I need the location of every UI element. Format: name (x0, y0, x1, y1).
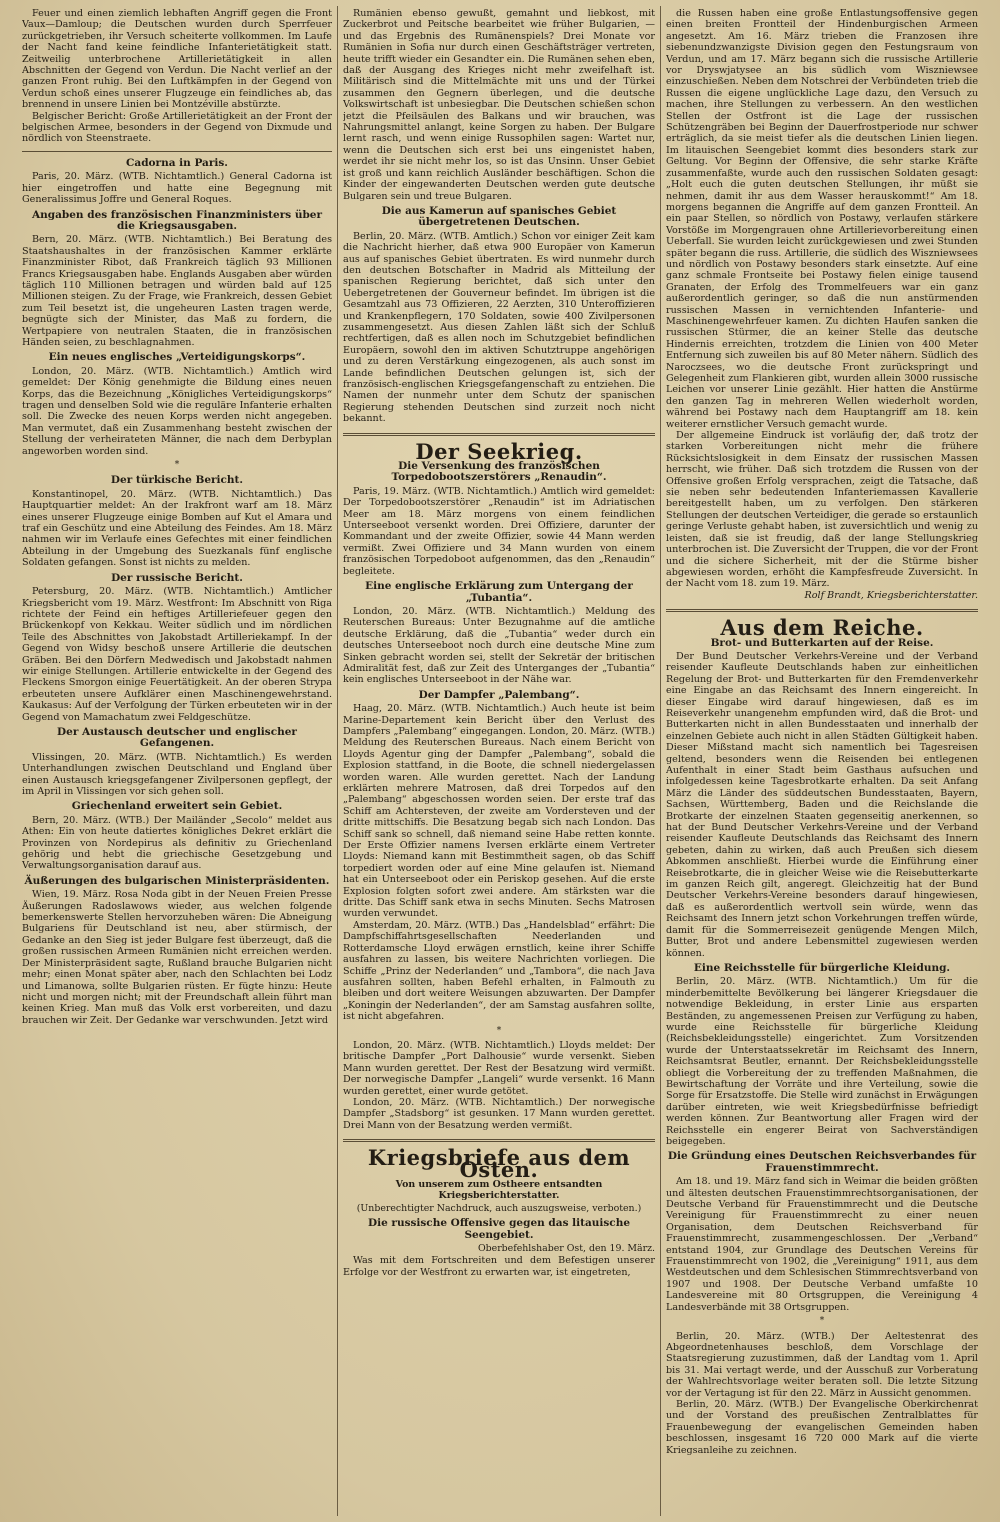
headline-reichsstelle: Eine Reichsstelle für bürgerliche Kleidung. (693, 961, 951, 974)
author-signature: Rolf Brandt, Kriegsberichterstatter. (804, 589, 978, 601)
article-paragraph: Wien, 19. März. Rosa Noda gibt in der Neuen Freien Presse Äußerungen Radoslawows wieder, aus welchen folgende bemerkenswerte Stellen hervorzuheben wären: Die Abneigung Bulgariens für Deutschland ist neu, aber stürmisch, der Gedanke an den Sieg ist jeder Bulgare fest überzeugt, daß die großen russischen Armeen Rumänien nicht erreichen werden. Der Ministerpräsident sagte, Rußland brauche Bulgarien nicht mehr; einen Monat später aber, nach den Schlachten bei Lodz und Limanowa, sollte Bulgarien rüsten. Er fügte hinzu: Heute nicht und morgen nicht; mit der Freundschaft allein führt man keinen Krieg. Man muß das Volk erst vorbereiten, und dazu brauchen wir Zeit. Der Gedanke war verschwunden. Jetzt wird (22, 889, 332, 1026)
article-paragraph: Haag, 20. März. (WTB. Nichtamtlich.) Auch heute ist beim Marine-Departement kein Bericht über den Verlust des Dampfers „Palembang“ eingegangen. London, 20. März. (WTB.) Meldung des Reuterschen Bureaus. Nach einem Bericht von Lloyds Agentur ging der Dampfer „Palembang“, sobald die Explosion stattfand, in die Boote, die schnell niedergelassen worden waren. Alle wurden gerettet. Nach der Landung erklärten mehrere Matrosen, daß drei Torpedos auf den „Palembang“ abgeschossen worden seien. Der erste traf das Schiff am Achtersteven, der zweite am Vordersteven und der dritte mittschiffs. Die Besatzung begab sich nach London. Das Schiff sank so schnell, daß niemand seine Habe retten konnte. Der Erste Offizier namens Iversen erklärte einem Vertreter Lloyds: Niemand kann mit Bestimmtheit sagen, ob das Schiff torpediert worden oder auf eine Mine gelaufen ist. Niemand hat ein Unterseeboot oder ein Periskop gesehen. Auf die erste Explosion folgten sofort zwei andere. Am stärksten war die dritte. Das Schiff sank etwa in sechs Minuten. Sechs Matrosen wurden verwundet. (343, 703, 655, 920)
article-paragraph: Berlin, 20. März. (WTB.) Der Aeltestenrat des Abgeordnetenhauses beschloß, dem Vorschlage der Staatsregierung zuzustimmen, daß der Landtag vom 1. April bis 31. Mai vertagt werde, und der Ausschuß zur Vorberatung der Wahlrechtsvorlage weiter beraten soll. Die letzte Sitzung vor der Vertagung ist für den 22. März in Aussicht genommen. (666, 1330, 978, 1399)
separator (22, 151, 332, 152)
byline: Von unserem zum Ostheere entsandten Kriegsberichterstatter. (395, 1179, 603, 1202)
headline-kamerun: Die aus Kamerun auf spanisches Gebiet übergetretenen Deutschen. (381, 204, 617, 229)
headline-tuerkisch: Der türkische Bericht. (110, 474, 244, 487)
headline-renaudin: Die Versenkung des französischen Torpedobootszerstörers „Renaudin“. (391, 460, 607, 484)
headline-palembang: Der Dampfer „Palembang“. (418, 688, 580, 701)
dateline: Oberbefehlshaber Ost, den 19. März. (477, 1243, 655, 1255)
article-paragraph: Feuer und einen ziemlich lebhaften Angriff gegen die Front Vaux—Damloup; die Deutschen wurden durch Sperrfeuer zurückgetrieben, ihr Versuch scheiterte vollkommen. Im Laufe der Nacht fand keine feindliche Infanterietätigkeit statt. Zeitweilig unterbrochene Artillerietätigkeit in allen Abschnitten der Gegend von Verdun. Die Nacht verlief an der ganzen Front ruhig. Bei den Luftkämpfen in der Gegend von Verdun schoß eines unserer Flugzeuge ein feindliches ab, das brennend in unsere Linien bei Montzéville abstürzte. (22, 8, 332, 111)
headline-austausch: Der Austausch deutscher und englischer Gefangenen. (57, 725, 297, 750)
article-paragraph: Vlissingen, 20. März. (WTB. Nichtamtlich.) Es werden Unterhandlungen zwischen Deutschland und England über einen Austausch kriegsgefangener Zivilpersonen gepflegt, der im April in Vlissingen vor sich gehen soll. (22, 751, 332, 797)
headline-bulgarien: Äußerungen des bulgarischen Ministerpräsidenten. (24, 874, 330, 887)
column-middle (343, 8, 655, 1516)
article-paragraph: Berlin, 20. März. (WTB. Nichtamtlich.) Um für die minderbemittelte Bevölkerung bei längerer Kriegsdauer die notwendige Bekleidung, in erster Linie aus ersparten Beständen, zu angemessenen Preisen zur Verfügung zu haben, wurde eine Reichsstelle für bürgerliche Kleidung (Reichsbekleidungsstelle) eingerichtet. Zum Vorsitzenden wurde der Unterstaatssekretär im Reichsamt des Innern, Reichsamtsrat Beutler, ernannt. Der Reichsbekleidungsstelle obliegt die Vorbereitung der zu treffenden Maßnahmen, die Bewirtschaftung der Vorräte und ihre Verteilung, sowie die Sorge für Ersatzstoffe. Die Stelle wird zunächst in Erwägungen darüber eintreten, wie weit Kriegsbedürfnisse befriedigt werden können. Zur Beantwortung aller Fragen wird der Reichsstelle ein engerer Beirat von Sachverständigen beigegeben. (666, 976, 978, 1147)
article-paragraph: Rumänien ebenso gewußt, gemahnt und liebkost, mit Zuckerbrot und Peitsche bearbeitet wie früher Bulgarien, — und das Ergebnis des Rumänenspiels? Drei Monate vor Rumänien in Sofia nur durch einen Geschäftsträger vertreten, heute trifft wieder ein Gesandter ein. Die Rumänen sehen eben, daß der Ausgang des Krieges nicht mehr zweifelhaft ist. Militärisch sind die Mittelmächte mit uns und der Türkei zusammen den Gegnern überlegen, und die deutsche Volkswirtschaft ist unbesiegbar. Die Deutschen schießen schon jetzt die Pfeilsäulen des Balkans und wir brauchen, was Nahrungsmittel anlangt, keine Sorgen zu haben. Der Bulgare lernt rasch, und wenn einige Russophilen sagen: Wartet nur, wenn die Deutschen sich erst bei uns eingenistet haben, werdet ihr sie nicht mehr los, so ist das Unsinn. Unser Gebiet ist groß und kann reichlich Ausländer beschäftigen. Schon die Kinder der eingewanderten Deutschen werden gute deutsche Bulgaren sein und treue Bulgaren. (343, 8, 655, 202)
headline-finanz: Angaben des französischen Finanzministers über die Kriegsausgaben. (31, 208, 323, 232)
article-paragraph: Der Bund Deutscher Verkehrs-Vereine und der Verband reisender Kaufleute Deutschlands haben zur einheitlichen Regelung der Brot- und Butterkarten für den Fremdenverkehr eine Eingabe an das Reichsamt des Innern eingereicht. In dieser Eingabe wird darauf hingewiesen, daß es im Reiseverkehr unangenehm empfunden wird, daß die Brot- und Butterkarten nicht in allen Bundesstaaten und innerhalb der einzelnen Gebiete auch nicht in allen Städten Gültigkeit haben. Dieser Mißstand macht sich namentlich bei Tagesreisen geltend, besonders wenn die Reisenden bei entlegenen Aufenthalt in einer Stadt beim Gasthaus aufsuchen und infolgedessen keine Tagesbrotkarte erhalten. Da seit Anfang März die Länder des süddeutschen Bundesstaaten, Bayern, Sachsen, Württemberg, Baden und die Reichslande die Brotkarte der einzelnen Staaten gegenseitig anerkennen, so hat der Bund Deutscher Verkehrs-Vereine und der Verband reisender Kaufleute Deutschlands das Reichsamt des Innern gebeten, dahin zu wirken, daß auch Preußen sich diesem Abkommen anschließt. Hierbei wurde die Einführung einer Reisebrotkarte, die in gleicher Weise wie die Reisebutterkarte im ganzen Reich gilt, angeregt. Gleichzeitig hat der Bund Deutscher Verkehrs-Vereine besonders darauf hingewiesen, daß es außerordentlich wertvoll sein würde, wenn das Reichsamt des Innern jetzt schon Vorkehrungen treffen würde, damit für die Sommerreisezeit genügende Mengen Milch, Butter, Brot und andere Lebensmittel zugewiesen werden können. (666, 650, 978, 959)
headline-korps: Ein neues englisches „Verteidigungskorps“. (48, 351, 306, 364)
headline-griechenland: Griechenland erweitert sein Gebiet. (71, 800, 283, 813)
article-paragraph: London, 20. März. (WTB. Nichtamtlich.) Meldung des Reuterschen Bureaus: Unter Bezugnahme auf die amtliche deutsche Erklärung, daß die „Tubantia“ weder durch ein deutsches Unterseeboot noch durch eine deutsche Mine zum Sinken gebracht worden sei, stellt der Sekretär der britischen Admiralität fest, daß zur Zeit des Unterganges der „Tubantia“ kein englisches Unterseeboot in der Nähe war. (343, 605, 655, 686)
article-paragraph: Paris, 20. März. (WTB. Nichtamtlich.) General Cadorna ist hier eingetroffen und hatte eine Begegnung mit Generalissimus Joffre und General Roques. (22, 171, 332, 206)
article-paragraph: Was mit dem Fortschreiten und dem Befestigen unserer Erfolge vor der Westfront zu erwarten war, ist eingetreten, (343, 1255, 655, 1278)
article-paragraph: London, 20. März. (WTB. Nichtamtlich.) Der norwegische Dampfer „Stadsborg“ ist gesunken. 17 Mann wurden gerettet. Drei Mann von der Besatzung werden vermißt. (343, 1096, 655, 1131)
headline-frauen: Die Gründung eines Deutschen Reichsverbandes für Frauenstimmrecht. (667, 1150, 977, 1174)
article-paragraph: London, 20. März. (WTB. Nichtamtlich.) Lloyds meldet: Der britische Dampfer „Port Dalhousie“ wurde versenkt. Sieben Mann wurden gerettet. Der Rest der Besatzung wird vermißt. Der norwegische Dampfer „Langeli“ wurde versenkt. 16 Mann wurden gerettet, einer wurde getötet. (343, 1039, 655, 1097)
headline-cadorna: Cadorna in Paris. (126, 156, 228, 169)
column-divider (660, 6, 661, 1516)
separator: * (174, 460, 180, 471)
separator (343, 1139, 655, 1142)
headline-brot: Brot- und Butterkarten auf der Reise. (710, 636, 934, 649)
column-left (22, 8, 332, 1516)
article-paragraph: Der allgemeine Eindruck ist vorläufig der, daß trotz der starken Vorbereitungen nicht mehr die frühere Rücksichtslosigkeit in dem Einsatz der russischen Massen herrscht, wie früher. Daß sich trotzdem die Russen von der Offensive großen Erfolg versprachen, zeigt die Tatsache, daß sie neben sehr bedeutenden Infanteriemassen Kavallerie bereitgestellt haben, um zu verfolgen. Den stärkeren Stellungen der deutschen Verteidiger, die gerade so erstaunlich geringe Verluste gehabt haben, ist zuversichtlich und wenig zu leisten, daß sie ist freudig, daß der lange Stellungskrieg unterbrochen ist. Die Zuversicht der Truppen, die vor der Front und die sichere Sicherheit, mit der die Stürme bisher abgewiesen worden, erhöht die Kampfesfreude Zuversicht. In der Nacht vom 18. zum 19. März. (666, 430, 978, 590)
headline-tubantia: Eine englische Erklärung zum Untergang der „Tubantia“. (365, 580, 633, 604)
headline-russisch: Der russische Bericht. (111, 571, 243, 584)
article-paragraph: Bern, 20. März. (WTB. Nichtamtlich.) Bei Beratung des Staatshaushaltes in der französischen Kammer erklärte Finanzminister Ribot, daß Frankreich täglich 93 Millionen Francs Kriegsausgaben habe. Englands Ausgaben aber würden täglich 110 Millionen betragen und würden bald auf 125 Millionen steigen. Zu der Frage, wie Frankreich, dessen Gebiet zum Teil besetzt ist, die ungeheuren Lasten tragen werde, begnügte sich der Minister, das Maß zu fordern, die Wertpapiere von neutralen Staaten, die in französischen Händen seien, zu beschlagnahmen. (22, 234, 332, 348)
section-title-kriegsbriefe: Kriegsbriefe aus dem Osten. (367, 1145, 631, 1182)
separator (343, 433, 655, 436)
section-title-reiche: Aus dem Reiche. (720, 615, 924, 641)
article-paragraph: Konstantinopel, 20. März. (WTB. Nichtamtlich.) Das Hauptquartier meldet: An der Irakfront warf am 18. März eines unserer Flugzeuge einige Bomben auf Kut el Amara und traf ein Geschütz und eine Abteilung des Feindes. Am 18. März nahmen wir im Verlaufe eines Gefechtes mit einer feindlichen Abteilung in der Umgebung des Suezkanals fünf englische Soldaten gefangen. Sonst ist nichts zu melden. (22, 488, 332, 569)
column-divider (337, 6, 338, 1516)
article-paragraph: London, 20. März. (WTB. Nichtamtlich.) Amtlich wird gemeldet: Der König genehmigte die Bildung eines neuen Korps, das die Bezeichnung „Königliches Verteidigungskorps“ tragen und denselben Sold wie die reguläre Infanterie erhalten soll. Die Zwecke des neuen Korps werden nicht angegeben. Man vermutet, daß ein Zusammenhang besteht zwischen der Stellung der verheirateten Männer, die nach dem Derbyplan angeworben worden sind. (22, 365, 332, 457)
article-paragraph: Belgischer Bericht: Große Artillerietätigkeit an der Front der belgischen Armee, besonders in der Gegend von Dixmude und nördlich von Steenstraete. (22, 110, 332, 145)
article-paragraph: die Russen haben eine große Entlastungsoffensive gegen einen breiten Frontteil der Hindenburgischen Armeen angesetzt. Am 16. März trieben die Franzosen ihre siebenundzwanzigste Division gegen den Festungsraum von Verdun, und am 17. März begann sich die russische Artillerie vor Dryswjatysee an bis südlich vom Wiszniewsee einzuschießen. Neben dem Notschrei der Verbündeten trieb die Russen die eigene unglückliche Lage dazu, den Versuch zu machen, ihre Stellungen zu verbessern. An den westlichen Stellen der Ostfront ist die Lage der russischen Schützengräben bei Beginn der Dauerfrostperiode nur schwer erträglich, da sie meist tiefer als die deutschen Linien liegen. Im litauischen Seengebiet kommt dies besonders stark zur Geltung. Vor Beginn der Offensive, die sehr starke Kräfte zusammenfaßte, wurde auch den russischen Soldaten gesagt: „Holt euch die guten deutschen Stellungen, ihr müßt sie nehmen, damit ihr aus dem Wasser herauskommt!“ Am 18. morgens begannen die Angriffe auf dem ganzen Frontteil. An ein paar Stellen, so nördlich von Postawy, verlaufen stärkere Vorstöße im Morgengrauen ohne Artillerievorbereitung einen Ueberfall. Sie wurden leicht zurückgewiesen und zwei Stunden später begann die russ. Artillerie, die südlich des Wiszniewsees und nördlich von Postawy besonders stark einsetzte. Auf eine ganz schmale Frontseite bei Postawy fielen einige tausend Granaten, der Erfolg des Trommelfeuers war ein ganz außerordentlich geringer, so daß die nun anstürmenden russischen Massen in vernichtenden Infanterie- und Maschinengewehrfeuer kamen. Zu dichten Haufen sanken die russischen Stürmer, die an keiner Stelle das deutsche Hindernis erreichten, trotzdem die Linien von 400 Meter Entfernung sich zuweilen bis auf 80 Meter nähern. Südlich des Naroczsees, wo die deutsche Front zurückspringt und Gelegenheit zum Flankieren gibt, wurden allein 3000 russische Leichen vor unserer Linie gezählt. Hier hatten die Anstürme den ganzen Tag in mehreren Wellen wiederholt worden, während bei Postawy nach dem Hauptangriff am 18. kein weiterer ernstlicher Versuch gemacht wurde. (666, 8, 978, 430)
separator: * (496, 1025, 502, 1036)
separator: * (819, 1316, 825, 1327)
article-paragraph: Paris, 19. März. (WTB. Nichtamtlich.) Amtlich wird gemeldet: Der Torpedobootszerstörer „Renaudin“ ist im Adriatischen Meer am 18. März morgens von einem feindlichen Unterseeboot versenkt worden. Drei Offiziere, darunter der Kommandant und der zweite Offizier, sowie 44 Mann werden vermißt. Zwei Offiziere und 34 Mann wurden von einem französischen Torpedoboot aufgenommen, das den „Renaudin“ begleitete. (343, 485, 655, 577)
section-title-seekrieg: Der Seekrieg. (415, 438, 583, 464)
separator (666, 609, 978, 612)
article-paragraph: Bern, 20. März. (WTB.) Der Mailänder „Secolo“ meldet aus Athen: Ein von heute datiertes königliches Dekret erklärt die Provinzen von Nordepirus als definitiv zu Griechenland gehörig und hebt die griechische Gesetzgebung und Verwaltungsorganisation darauf aus. (22, 814, 332, 872)
article-paragraph: Am 18. und 19. März fand sich in Weimar die beiden größten und ältesten deutschen Frauenstimmrechtsorganisationen, der Deutsche Verband für Frauenstimmrecht und die Deutsche Vereinigung für Frauenstimmrecht zu einer neuen Organisation, dem Deutschen Reichsverband für Frauenstimmrecht, zusammengeschlossen. Der „Verband“ entstand 1904, zur Grundlage des Deutschen Vereins für Frauenstimmrecht von 1902, die „Vereinigung“ 1911, aus dem Westdeutschen und dem Schlesischen Stimmrechtsverband von 1907 und 1908. Der Deutsche Verband umfaßte 10 Landesvereine mit 80 Ortsgruppen, die Vereinigung 4 Landesverbände mit 38 Ortsgruppen. (666, 1176, 978, 1313)
article-paragraph: Berlin, 20. März. (WTB. Amtlich.) Schon vor einiger Zeit kam die Nachricht hierher, daß etwa 900 Europäer von Kamerun aus auf spanisches Gebiet übertraten. Es wird nunmehr durch den deutschen Botschafter in Madrid als Mitteilung der spanischen Regierung berichtet, daß sich unter den Uebergetretenen der Gouverneur befindet. Im übrigen ist die Gesamtzahl aus 73 Offizieren, 22 Aerzten, 310 Unteroffizieren und Krankenpflegern, 170 Soldaten, sowie 400 Zivilpersonen zusammengesetzt. Aus diesen Zahlen läßt sich der Schluß rechtfertigen, daß es allen noch im Schutzgebiet befindlichen Europäern, sowohl den im aktiven Schutztruppe angehörigen und zu deren Verstärkung eingezogenen, als auch sonst im Lande befindlichen Deutschen gelungen ist, sich der französisch-englischen Kriegsgefangenschaft zu entziehen. Die Namen der nunmehr unter dem Schutz der spanischen Regierung stehenden Deutschen sind zurzeit noch nicht bekannt. (343, 230, 655, 425)
copyright-note: (Unberechtigter Nachdruck, auch auszugsweise, verboten.) (356, 1202, 642, 1214)
article-paragraph: Petersburg, 20. März. (WTB. Nichtamtlich.) Amtlicher Kriegsbericht vom 19. März. Westfront: Im Abschnitt von Riga richtete der Feind ein heftiges Artilleriefeuer gegen den Brückenkopf von Kekkau. Weiter südlich und im nördlichen Teile des Abschnittes von Jakobstadt Artilleriekampf. In der Gegend von Widsy beschoß unsere Artillerie die deutschen Gräben. Bei den Dörfern Medwedisch und Jakobstadt nahmen wir einige Stellungen. Artillerie entwickelte in der Gegend des Fleckens Smorgon einige Feuertätigkeit. An der oberen Strypa erbeuteten unsere Aufklärer einen Maschinengewehrstand. Kaukasus: Auf der Verfolgung der Türken erbeuteten wir in der Gegend von Mamachatum zwei Feldgeschütze. (22, 586, 332, 723)
headline-offensive: Die russische Offensive gegen das litauische Seengebiet. (367, 1217, 631, 1241)
article-paragraph: Amsterdam, 20. März. (WTB.) Das „Handelsblad“ erfährt: Die Dampfschiffahrtsgesellschaften Neederlanden und Rotterdamsche Lloyd erwägen ernstlich, keine ihrer Schiffe ausfahren zu lassen, bis weitere Nachrichten vorliegen. Die Schiffe „Prinz der Nederlanden“ und „Tambora“, die nach Java ausfahren sollten, haben Befehl erhalten, in Falmouth zu bleiben und dort weitere Weisungen abzuwarten. Der Dampfer „Koningin der Nederlanden“, der am Samstag ausfahren sollte, ist nicht abgefahren. (343, 919, 655, 1023)
article-paragraph: Berlin, 20. März. (WTB.) Der Evangelische Oberkirchenrat und der Vorstand des preußischen Zentralblattes für Frauenbewegung der evangelischen Gemeinden haben beschlossen, insgesamt 16 720 000 Mark auf die vierte Kriegsanleihe zu zeichnen. (666, 1398, 978, 1456)
column-right (666, 8, 978, 1516)
